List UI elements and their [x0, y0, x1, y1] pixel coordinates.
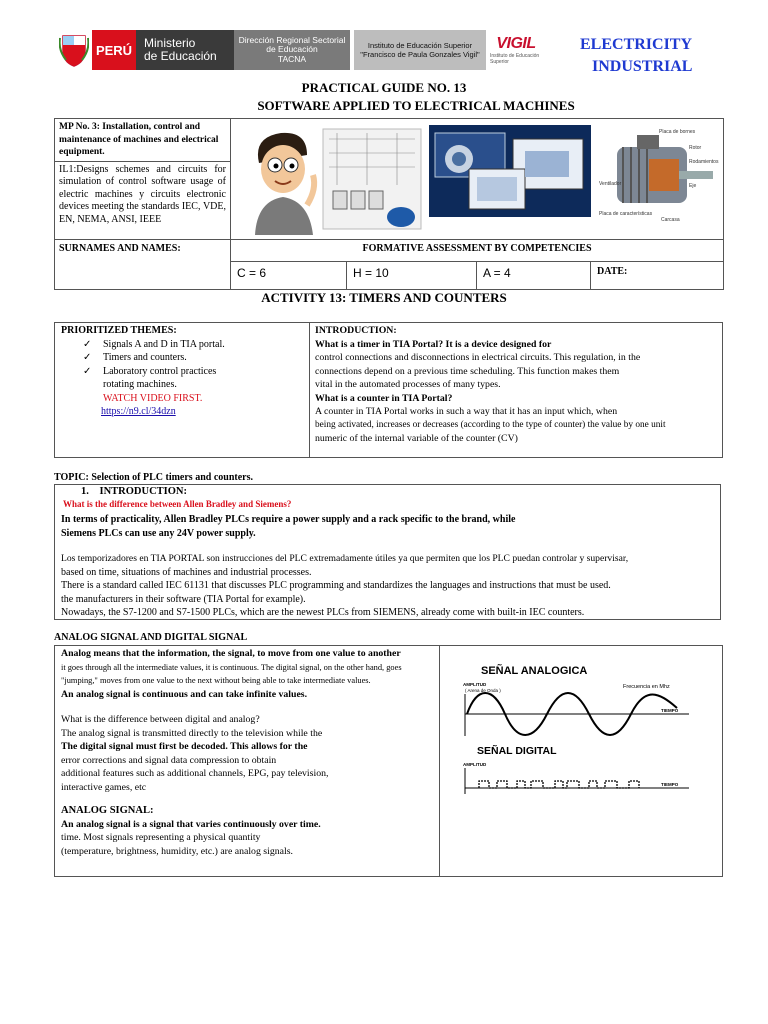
illustrations	[231, 119, 723, 239]
institute-logo	[354, 30, 486, 70]
intro-p2b: being activated, increases or decreases (according to the type of counter) the value by one unit	[315, 419, 666, 430]
illustration-cell	[231, 119, 724, 240]
score-h: H = 10	[347, 262, 477, 290]
vigil-logo	[490, 30, 542, 70]
themes-intro-box	[54, 322, 723, 458]
analog-t3: additional features such as additional channels, EPG, pay television,	[61, 768, 329, 779]
section1-bold-1: In terms of practicality, Allen Bradley PLCs require a power supply and a rack specific to the brand, while	[61, 514, 516, 525]
intro-panel	[315, 324, 715, 446]
themes-divider	[309, 323, 310, 457]
institute-line-2: "Francisco de Paula Gonzales Vigil"	[360, 50, 480, 59]
themes-list	[61, 338, 307, 419]
intro-p1c: vital in the automated processes of many types.	[315, 379, 501, 390]
vigil-sub: Instituto de Educación Superior	[490, 53, 540, 65]
analog-question: What is the difference between digital and analog?	[61, 714, 260, 725]
digital-figure-title: SEÑAL DIGITAL	[477, 745, 557, 757]
motor-part-label: Rodamientos	[689, 159, 719, 165]
drse-logo	[234, 30, 350, 70]
themes-item-label: Signals A and D in TIA portal.	[103, 338, 225, 350]
analog-b2: An analog signal is continuous and can take infinite values.	[61, 688, 308, 700]
department-line-2: INDUSTRIAL	[592, 58, 693, 75]
themes-item-label: Laboratory control practices	[103, 365, 217, 377]
digital-wave	[479, 781, 639, 788]
motor-part-label: Placa de bornes	[659, 129, 696, 135]
analog-t1: The analog signal is transmitted directly to the television while the	[61, 727, 323, 739]
department-title	[562, 34, 712, 78]
themes-item-1	[83, 338, 307, 352]
peru-logo: PERÚ	[92, 30, 136, 70]
frequency-label: Frecuencia en Mhz	[623, 684, 670, 690]
themes-item-2	[83, 351, 307, 365]
score-c: C = 6	[231, 262, 347, 290]
themes-panel	[61, 324, 307, 419]
guide-subtitle: SOFTWARE APPLIED TO ELECTRICAL MACHINES	[257, 98, 575, 113]
drse-line-1: Dirección Regional Sectorial	[238, 34, 346, 45]
section1-p1: Los temporizadores en TIA PORTAL son instrucciones del PLC extremadamente útiles ya que permiten que los PLC puedan controlar y supervisar,	[61, 553, 629, 564]
themes-item-4: rotating machines.	[103, 379, 177, 390]
analog-divider	[439, 646, 440, 876]
assessment-label: FORMATIVE ASSESSMENT BY COMPETENCIES	[231, 240, 724, 262]
surnames-label: SURNAMES AND NAMES:	[55, 240, 231, 290]
digital-time-label: TIEMPO	[661, 782, 679, 787]
motor-part-label: Eje	[689, 183, 697, 189]
analog-t6: (temperature, brightness, humidity, etc.) are analog signals.	[61, 845, 293, 857]
motor-part-label: Placa de características	[599, 211, 653, 217]
analog-section-title: ANALOG SIGNAL AND DIGITAL SIGNAL	[54, 632, 248, 643]
analog-s1: it goes through all the intermediate values, it is continuous. The digital signal, on the other hand, goes	[61, 662, 402, 672]
wave-label: ( Arena de Onda )	[465, 688, 501, 693]
engineer-cartoon-image	[237, 125, 425, 235]
institute-line-1: Instituto de Educación Superior	[367, 41, 473, 50]
check-icon: ✓	[83, 365, 92, 377]
analog-b4: An analog signal is a signal that varies continuously over time.	[61, 818, 321, 830]
check-icon: ✓	[83, 338, 92, 350]
section1-box	[54, 484, 721, 620]
analog-s2: "jumping," moves from one value to the next without being able to take intermediate values.	[61, 676, 371, 685]
analog-b1: Analog means that the information, the signal, to move from one value to another	[61, 648, 401, 659]
analog-figure-title: SEÑAL ANALOGICA	[481, 665, 588, 677]
analog-b3: The digital signal must first be decoded. This allows for the	[61, 741, 308, 752]
ministerio-line-2: de Educación	[144, 49, 217, 63]
watch-video-note: WATCH VIDEO FIRST.	[103, 392, 203, 404]
score-a: A = 4	[477, 262, 591, 290]
section1-number: 1.	[81, 486, 89, 497]
analog-t2: error corrections and signal data compression to obtain	[61, 754, 277, 766]
motor-part-label: Rotor	[689, 145, 702, 151]
section1-bold-2: Siemens PLCs can use any 24V power supply.	[61, 527, 256, 539]
peru-coat-of-arms-logo	[56, 30, 92, 70]
themes-heading: PRIORITIZED THEMES:	[61, 325, 177, 336]
themes-item-label: Timers and counters.	[103, 352, 187, 363]
activity-title: ACTIVITY 13: TIMERS AND COUNTERS	[261, 290, 507, 305]
section1-p5: Nowadays, the S7-1200 and S7-1500 PLCs, which are the newest PLCs from SIEMENS, already come with built-in IEC counters.	[61, 607, 585, 618]
intro-p2a: A counter in TIA Portal works in such a way that it has an input which, when	[315, 406, 618, 417]
software-screens-image	[429, 125, 591, 217]
analog-t5: time. Most signals representing a physical quantity	[61, 832, 261, 843]
section1-body	[61, 513, 716, 620]
digital-amplitude-label: AMPLITUD	[463, 762, 487, 767]
motor-cutaway-image	[597, 123, 719, 235]
analog-amplitude-label: AMPLITUD	[463, 682, 487, 687]
topic-text: Selection of PLC timers and counters.	[91, 472, 253, 483]
section1-heading-row	[81, 486, 187, 497]
section1-p4: the manufacturers in their software (TIA Portal for example).	[61, 593, 306, 605]
department-line-1: ELECTRICITY	[580, 36, 693, 53]
header-logos	[56, 30, 542, 70]
intro-p1a: control connections and disconnections in electrical circuits. This regulation, in the	[315, 352, 641, 363]
section1-heading: INTRODUCTION:	[99, 486, 188, 497]
section1-question: What is the difference between Allen Bradley and Siemens?	[63, 499, 292, 509]
analog-text-panel	[61, 647, 439, 858]
motor-part-label: Ventilador	[599, 181, 622, 187]
vigil-mark: VIGIL	[496, 35, 536, 52]
il-cell: IL1:Designs schemes and circuits for simulation of control software usage of electric machines y circuits electronic devices meeting the standards IEC, VDE, EN, NEMA, ANSI, IEEE	[55, 161, 231, 239]
ministerio-logo	[136, 30, 234, 70]
intro-q2: What is a counter in TIA Portal?	[315, 392, 453, 404]
themes-item-3	[83, 365, 307, 379]
analog-time-label: TIEMPO	[661, 708, 679, 713]
drse-line-2: de Educación	[266, 44, 318, 55]
topic-line	[54, 472, 253, 483]
analog-t4: interactive games, etc	[61, 781, 147, 793]
intro-heading: INTRODUCTION:	[315, 325, 397, 336]
section1-p2: based on time, situations of machines and industrial processes.	[61, 566, 312, 578]
mp-cell: MP No. 3: Installation, control and maintenance of machines and electrical equipment.	[55, 119, 231, 162]
signal-figure	[455, 658, 715, 804]
intro-q1: What is a timer in TIA Portal? It is a device designed for	[315, 338, 552, 350]
check-icon: ✓	[83, 352, 92, 363]
video-link[interactable]: https://n9.cl/34dzn	[101, 406, 176, 417]
info-table	[54, 118, 724, 290]
motor-part-label: Carcasa	[661, 217, 680, 223]
date-label: DATE:	[591, 262, 724, 290]
analog-box	[54, 645, 723, 877]
intro-p2c: numeric of the internal variable of the counter (CV)	[315, 433, 518, 444]
guide-title: PRACTICAL GUIDE NO. 13	[301, 80, 467, 95]
section1-p3: There is a standard called IEC 61131 that discusses PLC programming and standardizes the languages and instructions that must be used.	[61, 580, 611, 591]
analog-h2: ANALOG SIGNAL:	[61, 805, 154, 816]
topic-label: TOPIC:	[54, 472, 89, 483]
ministerio-line-1: Ministerio	[144, 36, 196, 50]
drse-line-3: TACNA	[277, 53, 307, 64]
intro-p1b: connections depend on a previous time scheduling. This function makes them	[315, 365, 620, 377]
